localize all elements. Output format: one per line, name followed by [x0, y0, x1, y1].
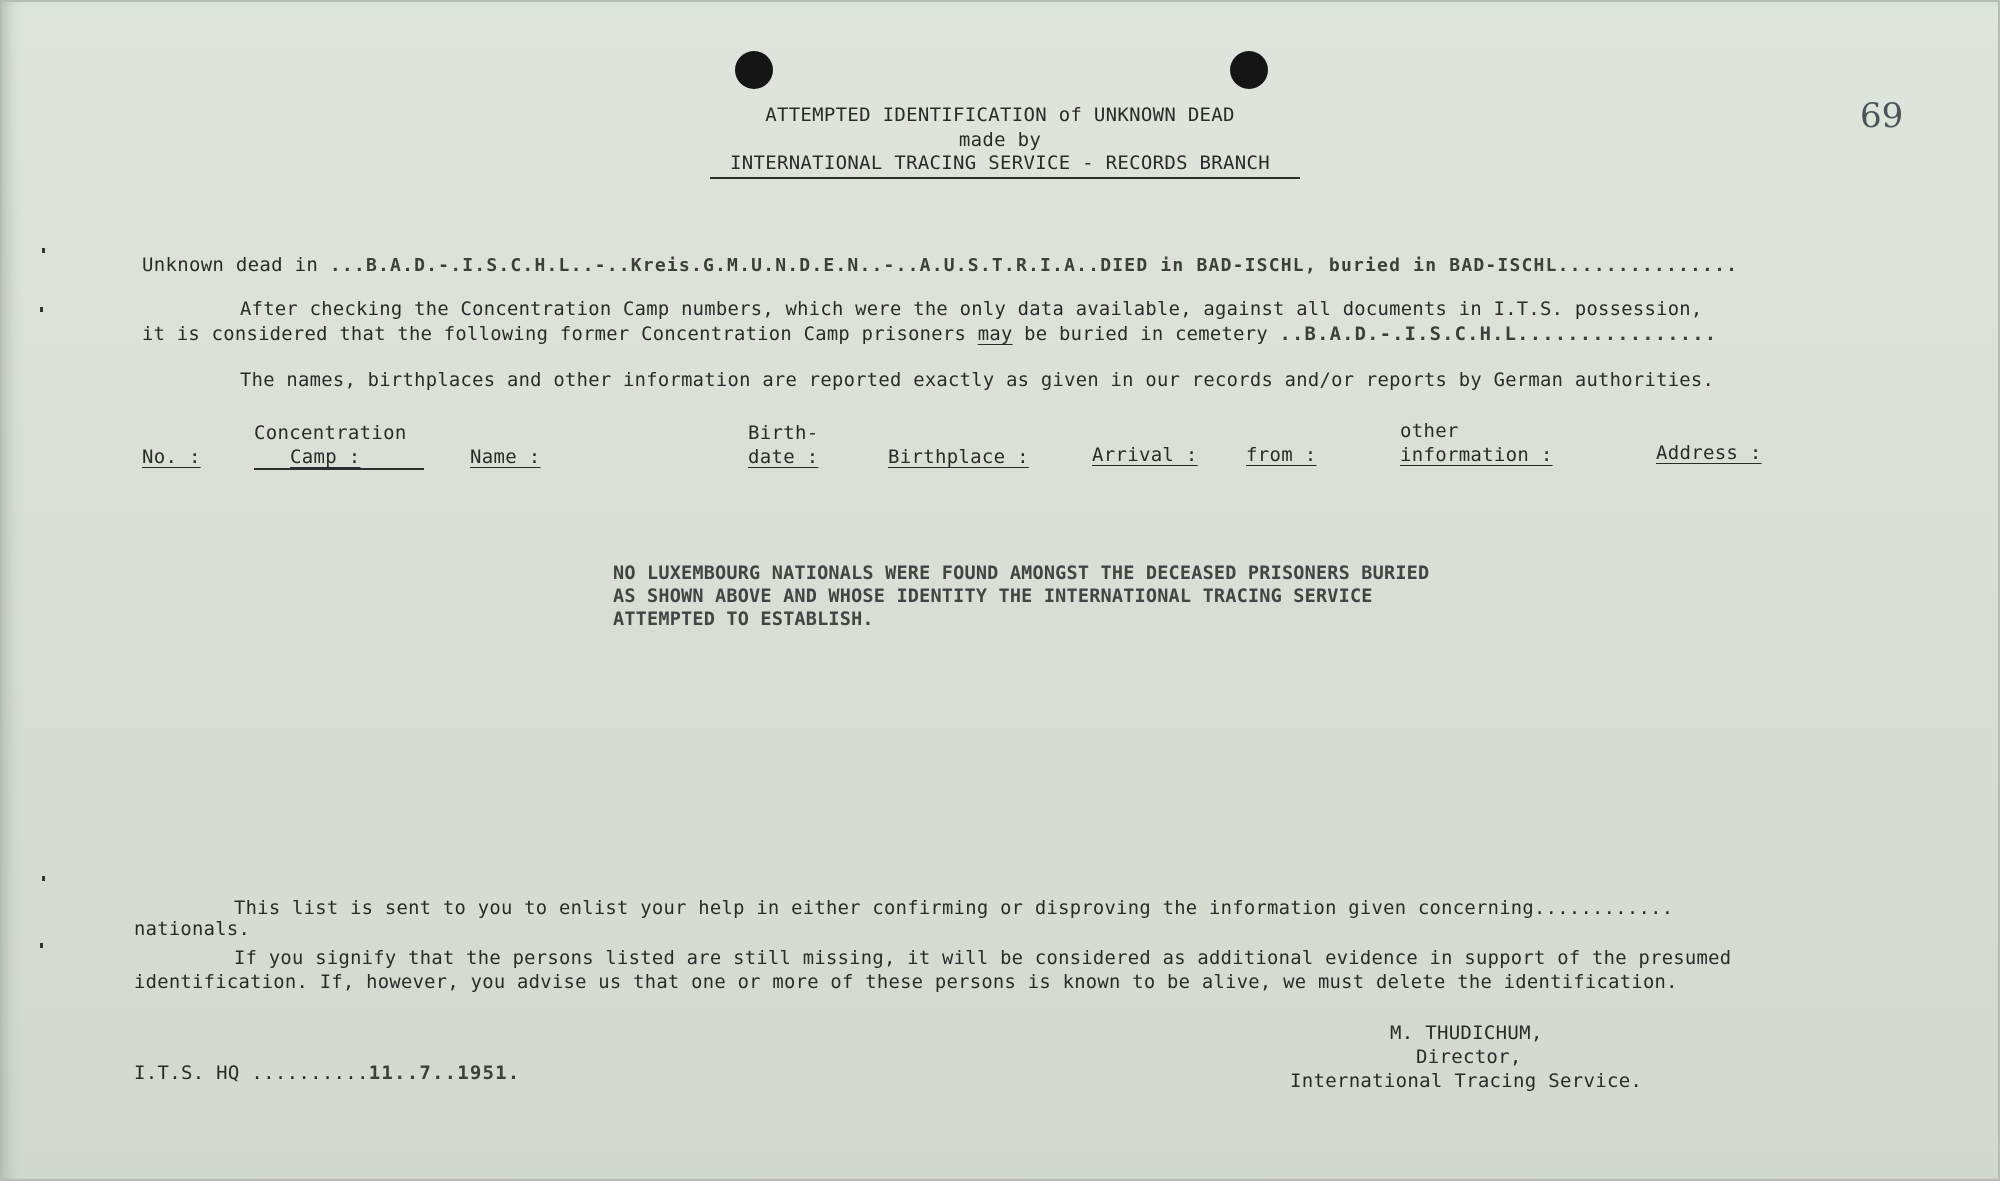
stamp-line-3: ATTEMPTED TO ESTABLISH. [613, 609, 874, 630]
document-title: ATTEMPTED IDENTIFICATION of UNKNOWN DEAD [765, 104, 1235, 126]
column-other-top: other [1400, 420, 1459, 442]
intro-line-2-start: it is considered that the following former Concentration Camp prisoners [142, 324, 967, 345]
column-camp-top: Concentration [254, 422, 407, 444]
stamp-line-2: AS SHOWN ABOVE AND WHOSE IDENTITY THE INTERNATIONAL TRACING SERVICE [613, 586, 1373, 607]
intro-may-emphasis: may [977, 324, 1013, 345]
help-line-1: This list is sent to you to enlist your help in either confirming or disproving the information given concerning............ [234, 898, 1674, 919]
intro-line-1: After checking the Concentration Camp numbers, which were the only data available, against all documents in I.T.S. possession, [240, 299, 1703, 320]
location-value: ...B.A.D.-.I.S.C.H.L..-..Kreis.G.M.U.N.D.E.N..-..A.U.S.T.R.I.A..DIED in BAD-ISCHL, buried in BAD-ISCHL............... [329, 255, 1739, 276]
column-birth-bottom: date : [748, 446, 819, 468]
column-other-bottom: information : [1400, 444, 1553, 466]
evidence-line-1: If you signify that the persons listed are still missing, it will be considered as additional evidence in support of the presumed [234, 948, 1732, 969]
issue-date: 11..7..1951. [368, 1062, 521, 1084]
column-no: No. : [142, 446, 201, 468]
signatory-title: Director, [1416, 1046, 1522, 1068]
hq-date-line [134, 1062, 520, 1084]
intro-line-2 [142, 324, 1717, 345]
punch-hole-right [1230, 51, 1268, 89]
location-label: Unknown dead in [142, 254, 319, 276]
column-name: Name : [470, 446, 541, 468]
stamp-line-1: NO LUXEMBOURG NATIONALS WERE FOUND AMONGST THE DECEASED PRISONERS BURIED [613, 563, 1430, 584]
column-birth-top: Birth- [748, 422, 819, 444]
margin-mark [40, 943, 43, 948]
cemetery-value: ..B.A.D.-.I.S.C.H.L................ [1279, 324, 1718, 345]
help-line-2: nationals. [134, 919, 251, 940]
intro-line-2-end: be buried in cemetery [1024, 324, 1268, 345]
margin-mark [42, 248, 45, 253]
margin-mark [40, 307, 43, 312]
issuing-organization: INTERNATIONAL TRACING SERVICE - RECORDS BRANCH [730, 152, 1270, 174]
records-note: The names, birthplaces and other information are reported exactly as given in our records and/or reports by German authorities. [240, 370, 1715, 391]
header-underline [710, 177, 1300, 179]
column-camp-underline [254, 468, 424, 470]
document-subtitle: made by [958, 129, 1042, 151]
punch-hole-left [735, 51, 773, 89]
column-arrival: Arrival : [1092, 444, 1198, 466]
column-camp-bottom: Camp : [290, 446, 361, 468]
page-number: 69 [1860, 96, 1904, 136]
evidence-line-2: identification. If, however, you advise us that one or more of these persons is known to be alive, we must delete the identification. [134, 972, 1678, 993]
margin-mark [42, 876, 45, 881]
column-address: Address : [1656, 442, 1762, 464]
hq-label: I.T.S. HQ .......... [134, 1062, 369, 1084]
location-line [142, 254, 1738, 276]
column-from: from : [1246, 444, 1317, 466]
signatory-organization: International Tracing Service. [1290, 1070, 1643, 1092]
column-birthplace: Birthplace : [888, 446, 1029, 468]
signatory-name: M. THUDICHUM, [1390, 1022, 1543, 1044]
